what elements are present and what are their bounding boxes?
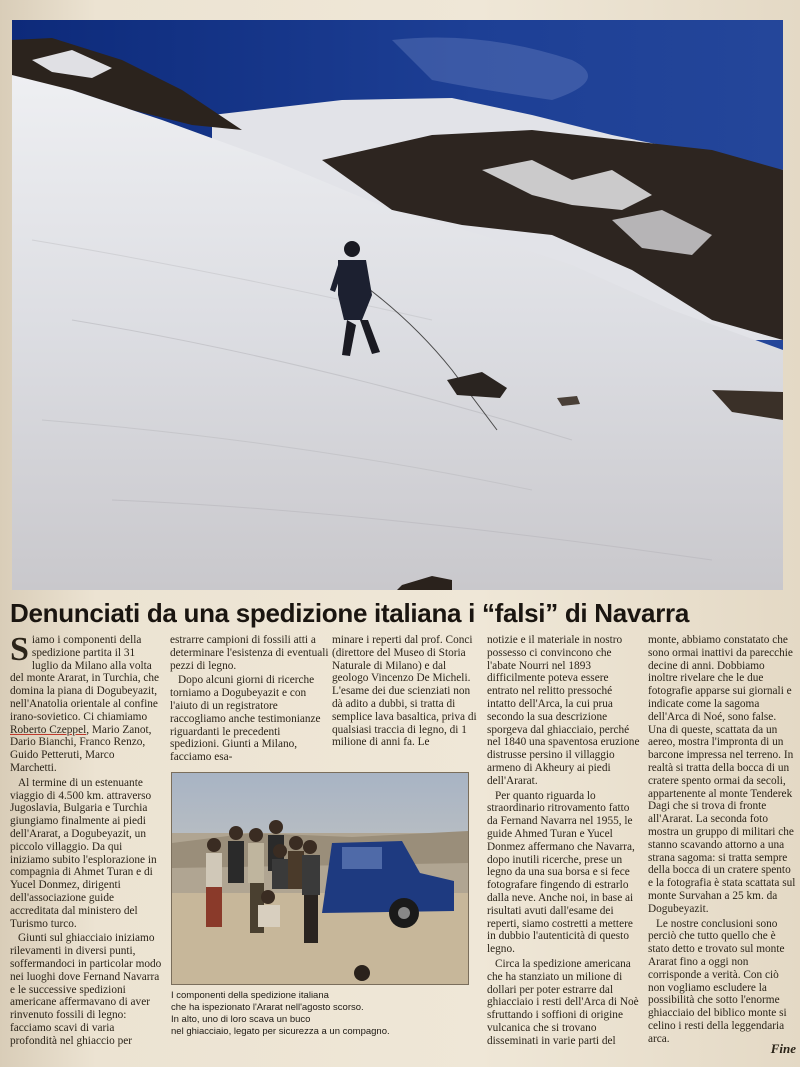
article-column-4 [487, 634, 641, 1050]
paragraph: Per quanto riguarda lo straordinario ritrovamento fatto da Fernand Navarra nel 1955, le guide Ahmed Turan e Yucel Donmez affermano che Navarra, dopo inutili ricerche, prese un legno da una sua borsa e si fece fotografare fingendo di estrarlo dalla neve. Anche noi, in base ai risultati avuti dall'esame dei reperti, siamo costretti a mettere in dubbio l'autenticità di questo legno. [487, 789, 635, 956]
article-column-2 [170, 634, 330, 766]
paragraph: estrarre campioni di fossili atti a determinare l'esistenza di eventuali pezzi di legno. [170, 634, 329, 672]
expedition-group-image [172, 773, 468, 984]
article-column-5 [648, 634, 796, 1048]
caption-line: nel ghiacciaio, legato per sicurezza a un compagno. [171, 1026, 390, 1037]
paragraph: monte, abbiamo constatato che sono ormai inattivi da parecchie decine di anni. Dobbiamo inoltre rivelare che le due fotografie apparse sui giornali e indicate come la sagoma dell'Arca di Noé, sono false. Una di queste, scattata da un aereo, mostra l'impronta di un barcone impressa nel terreno. In realtà si tratta della bocca di un cratere spento ormai da secoli, appartenente al monte Tenderek Dagi che si trova di fronte all'Ararat. La seconda foto mostra un gruppo di militari che stanno scavando attorno a una strana sagoma: si tratta sempre della bocca di un cratere spento e la fotografia è stata scattata sul monte Survahan a 25 km. da Dogubeyazit. [648, 634, 796, 915]
paragraph: notizie e il materiale in nostro possesso ci convincono che l'abate Nourri nel 1893 difficilmente poteva essere entrato nel relitto pressoché intatto dell'Arca, la cui prua secondo la sua descrizione sporgeva dal ghiacciaio, perché nel 1840 una spaventosa eruzione distrusse persino il villaggio armeno di Akheury ai piedi dell'Ararat. [487, 634, 640, 787]
paragraph: minare i reperti dal prof. Conci (direttore del Museo di Storia Naturale di Milano) e dal geologo Vincenzo De Micheli. L'esame dei due scienziati non dà adito a dubbi, si tratta di semplice lava basaltica, priva di qualsiasi traccia di legno, di 1 milione di anni fa. Le [332, 634, 477, 749]
group-photo [171, 772, 469, 985]
paragraph: Al termine di un estenuante viaggio di 4.500 km. attraverso Jugoslavia, Bulgaria e Turchia giungiamo finalmente ai piedi dell'Ararat, a Dogubeyazit, un piccolo villaggio. Da qui iniziamo subito l'esplorazione in compagnia di Ahmet Turan e di Yucel Donmez, dirigenti dell'associazione guide accreditata dal ministero del Turismo turco. [10, 776, 157, 930]
photo-caption [171, 990, 471, 1038]
paragraph: Le nostre conclusioni sono perciò che tutto quello che è stato detto e trovato sul monte Ararat fino a oggi non corrisponde a verità. Con ciò non vogliamo escludere la possibilità che sotto l'enorme ghiacciaio del biblico monte si celino i resti della leggendaria arca. [648, 917, 787, 1045]
paragraph-text: iamo i componenti della spedizione partita il 31 luglio da Milano alla volta del monte Ararat, in Turchia, che domina la piana di Dogubeyazit, nell'Anatolia orientale al confine irano-sovietico. Ci chiamiamo [10, 634, 160, 723]
article-headline: Denunciati da una spedizione italiana i “falsi” di Navarra [10, 598, 690, 628]
paragraph [10, 631, 162, 775]
caption-line: In alto, uno di loro scava un buco [171, 1014, 311, 1025]
underlined-name: Roberto Czeppel [10, 723, 87, 736]
glacier-scene-image [12, 20, 783, 590]
article-column-3 [332, 634, 482, 751]
end-mark: Fine [770, 1041, 796, 1056]
paragraph: Giunti sul ghiacciaio iniziamo rilevamenti in diversi punti, soffermandoci in particolar modo nei luoghi dove Fernand Navarra e le successive spedizioni americane affermavano di aver rinvenuto fossili di legno: facciamo scavi di varia profondità nel ghiaccio per [10, 932, 162, 1047]
paragraph: Dopo alcuni giorni di ricerche torniamo a Dogubeyazit e con l'aiuto di un registratore raccogliamo anche testimonianze riguardanti le precedenti spedizioni. Giunti a Milano, facciamo esa- [170, 674, 321, 764]
article-column-1 [10, 631, 162, 1050]
caption-line: che ha ispezionato l'Ararat nell'agosto scorso. [171, 1002, 364, 1013]
drop-cap: S [10, 631, 29, 668]
paragraph: Circa la spedizione americana che ha stanziato un milione di dollari per poter estrarre dal ghiacciaio i resti dell'Arca di Noè sfruttando i soffioni di origine vulcanica che si trovano disseminati in varie parti del [487, 957, 639, 1047]
caption-line: I componenti della spedizione italiana [171, 990, 329, 1001]
paragraph-text: , Mario Zanot, Dario Bianchi, Franco Renzo, Guido Petteruti, Marco Marchetti. [10, 723, 152, 774]
main-photo-glacier [12, 20, 783, 590]
